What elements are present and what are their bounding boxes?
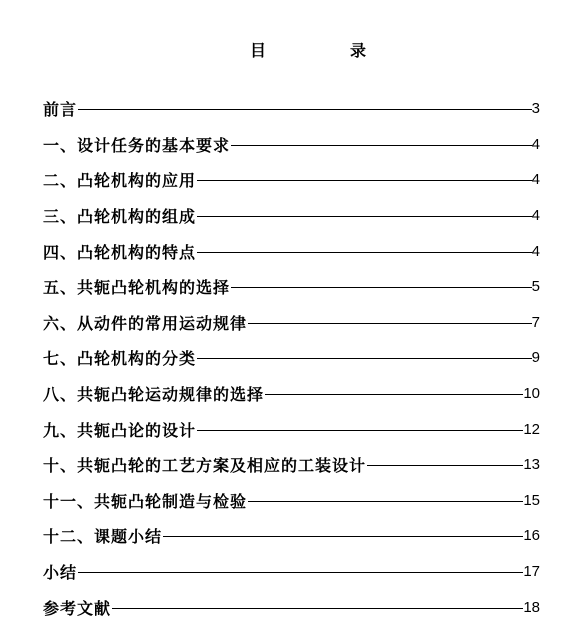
toc-entry-label: 一、设计任务的基本要求 [43,135,231,155]
toc-entry-label: 九、共轭凸论的设计 [43,420,197,440]
toc-entry-leader [231,145,532,146]
toc-entry-page: 4 [531,135,540,153]
toc-entry[interactable] [43,411,540,447]
toc-entry[interactable] [43,447,540,483]
toc-heading-char-2: 录 [350,41,367,60]
toc-entry-leader [231,287,532,288]
toc-entry-page: 18 [523,598,540,616]
toc-entry-leader [367,465,523,466]
toc-entry-page: 5 [531,278,540,296]
toc-entry-leader [197,180,532,181]
toc-entry-label: 十、共轭凸轮的工艺方案及相应的工装设计 [43,456,367,476]
toc-entry[interactable] [43,233,540,269]
toc-entry-leader [197,216,532,217]
toc-entry[interactable] [43,269,540,305]
toc-entry-label: 小结 [43,563,78,583]
toc-entry[interactable] [43,162,540,198]
toc-entry-page: 16 [523,527,540,545]
toc-heading-char-1: 目 [250,41,267,60]
toc-entry-page: 4 [531,242,540,260]
toc-entry[interactable] [43,305,540,341]
toc-entry-leader [265,394,523,395]
toc-entry[interactable] [43,554,540,590]
toc-entry-label: 三、凸轮机构的组成 [43,207,197,227]
toc-entry-leader [248,323,532,324]
toc-entry-page: 3 [531,100,540,118]
toc-entry[interactable] [43,340,540,376]
toc-entry-leader [197,358,532,359]
toc-entry[interactable] [43,518,540,554]
toc-entry-label: 前言 [43,100,78,120]
toc-entry-leader [197,430,523,431]
toc-entry-page: 7 [531,313,540,331]
toc-entry[interactable] [43,376,540,412]
toc-entry-leader [78,109,532,110]
toc-entry-label: 六、从动件的常用运动规律 [43,313,248,333]
toc-entry[interactable] [43,91,540,127]
toc-entry-page: 9 [531,349,540,367]
toc-entry-page: 12 [523,420,540,438]
toc-entry[interactable] [43,483,540,519]
toc-entry-label: 参考文献 [43,598,112,618]
toc-heading [0,38,585,62]
toc-entry-label: 五、共轭凸轮机构的选择 [43,278,231,298]
toc-entry-page: 4 [531,207,540,225]
toc-entry[interactable] [43,127,540,163]
toc-entry-label: 四、凸轮机构的特点 [43,242,197,262]
toc-entry-page: 15 [523,491,540,509]
toc-entry-leader [112,608,523,609]
table-of-contents [43,91,540,625]
toc-entry-leader [163,536,523,537]
toc-entry-label: 七、凸轮机构的分类 [43,349,197,369]
toc-entry-label: 二、凸轮机构的应用 [43,171,197,191]
toc-entry-page: 10 [523,385,540,403]
toc-entry-label: 十一、共轭凸轮制造与检验 [43,491,248,511]
toc-entry-label: 十二、课题小结 [43,527,163,547]
toc-entry-label: 八、共轭凸轮运动规律的选择 [43,385,265,405]
toc-entry-leader [248,501,523,502]
toc-entry[interactable] [43,589,540,625]
toc-entry[interactable] [43,198,540,234]
toc-entry-page: 17 [523,563,540,581]
toc-entry-leader [78,572,523,573]
toc-entry-page: 4 [531,171,540,189]
toc-entry-page: 13 [523,456,540,474]
toc-entry-leader [197,252,532,253]
